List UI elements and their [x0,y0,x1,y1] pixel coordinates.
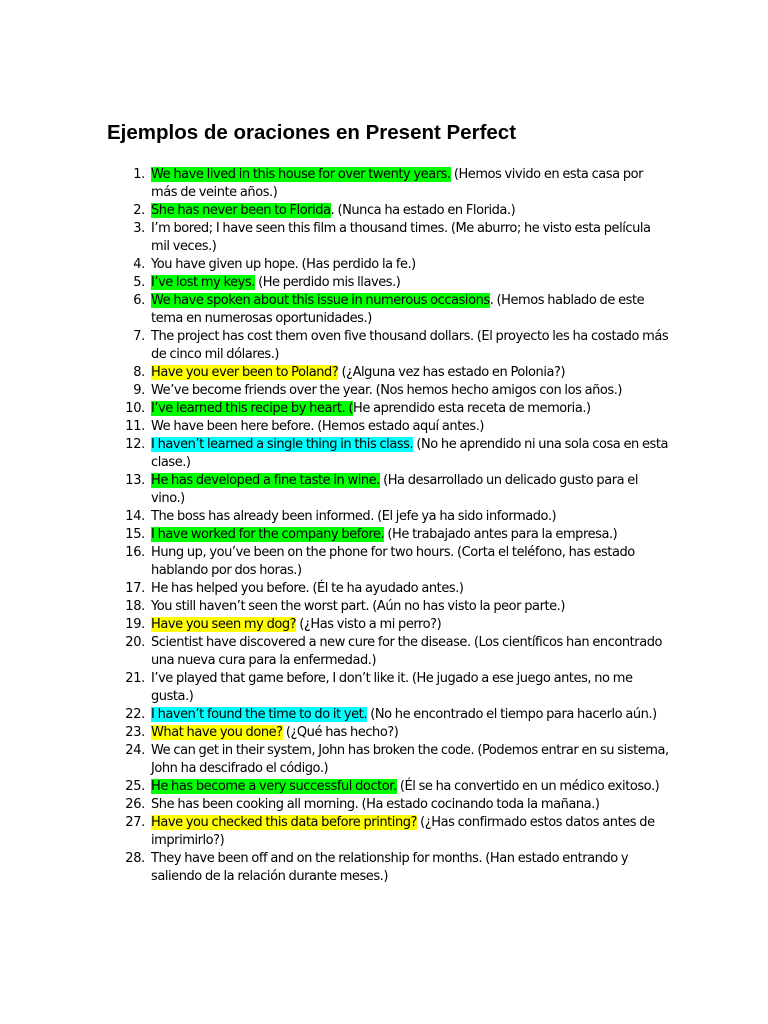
item-number: 15. [125,527,145,542]
item-number: 9. [133,383,145,398]
highlighted-sentence: What have you done? [151,725,283,740]
translation-text: (¿Has confirmado estos datos antes de imprimirlo?) [151,815,655,848]
list-item [0,616,671,634]
list-item [0,814,671,850]
translation-text: (No he encontrado el tiempo para hacerlo aún.) [367,707,657,722]
item-number: 19. [125,617,145,632]
translation-text: (Hemos vivido en esta casa por más de veinte años.) [151,167,644,200]
item-number: 18. [125,599,145,614]
page-title: Ejemplos de oraciones en Present Perfect [107,121,517,144]
translation-text: (Ha desarrollado un delicado gusto para el vino.) [151,473,639,506]
list-item [0,166,671,202]
sentence-list [0,166,768,886]
list-item [0,472,671,508]
item-number: 20. [125,635,145,650]
list-item [0,706,671,724]
translation-text: (¿Has visto a mi perro?) [296,617,442,632]
list-item [0,778,671,796]
list-item [0,202,671,220]
list-item [0,220,671,256]
list-item [0,598,671,616]
highlighted-sentence: I’ve learned this recipe by heart. ( [151,401,354,416]
item-number: 11. [125,419,145,434]
sentence-text: We can get in their system, John has broken the code. (Podemos entrar en su sistema, John ha descifrado el código.) [151,743,669,776]
item-number: 3. [133,221,145,236]
list-item [0,742,671,778]
highlighted-sentence: He has become a very successful doctor. [151,779,397,794]
sentence-text: Hung up, you’ve been on the phone for two hours. (Corta el teléfono, has estado hablando por dos horas.) [151,545,635,578]
list-item [0,796,671,814]
translation-text: . (Hemos hablado de este tema en numerosas oportunidades.) [151,293,645,326]
list-item [0,418,671,436]
list-item [0,850,671,886]
list-item [0,436,671,472]
highlighted-sentence: I haven’t learned a single thing in this class. [151,437,414,452]
list-item [0,256,671,274]
highlighted-sentence: Have you ever been to Poland? [151,365,339,380]
item-number: 1. [133,167,145,182]
highlighted-sentence: I’ve lost my keys. [151,275,255,290]
list-item [0,508,671,526]
highlighted-sentence: We have spoken about this issue in numerous occasions [151,293,490,308]
sentence-text: I’ve played that game before, I don’t like it. (He jugado a ese juego antes, no me gusta.) [151,671,633,704]
item-number: 13. [125,473,145,488]
list-item [0,400,671,418]
sentence-text: We’ve become friends over the year. (Nos hemos hecho amigos con los años.) [151,383,623,398]
sentence-text: You still haven’t seen the worst part. (Aún no has visto la peor parte.) [151,599,565,614]
item-number: 7. [133,329,145,344]
highlighted-sentence: She has never been to Florida [151,203,331,218]
highlighted-sentence: Have you checked this data before printing? [151,815,417,830]
sentence-text: I’m bored; I have seen this film a thousand times. (Me aburro; he visto esta película mil veces.) [151,221,651,254]
translation-text: He aprendido esta receta de memoria.) [353,401,591,416]
translation-text: (Él se ha convertido en un médico exitoso.) [396,779,660,794]
sentence-text: They have been off and on the relationship for months. (Han estado entrando y saliendo de la relación durante meses.) [151,851,629,884]
item-number: 12. [125,437,145,452]
translation-text: . (Nunca ha estado en Florida.) [330,203,516,218]
list-item [0,292,671,328]
sentence-text: The boss has already been informed. (El jefe ya ha sido informado.) [151,509,557,524]
item-number: 23. [125,725,145,740]
sentence-text: She has been cooking all morning. (Ha estado cocinando toda la mañana.) [151,797,600,812]
item-number: 14. [125,509,145,524]
sentence-text: Scientist have discovered a new cure for the disease. (Los científicos han encontrado una nueva cura para la enfermedad.) [151,635,663,668]
list-item [0,724,671,742]
translation-text: (¿Alguna vez has estado en Polonia?) [338,365,566,380]
sentence-text: We have been here before. (Hemos estado aquí antes.) [151,419,485,434]
item-number: 22. [125,707,145,722]
sentence-text: He has helped you before. (Él te ha ayudado antes.) [151,581,464,596]
sentence-text: You have given up hope. (Has perdido la fe.) [151,257,416,272]
highlighted-sentence: We have lived in this house for over twenty years. [151,167,451,182]
item-number: 10. [125,401,145,416]
list-item [0,544,671,580]
item-number: 2. [133,203,145,218]
item-number: 4. [133,257,145,272]
highlighted-sentence: Have you seen my dog? [151,617,297,632]
highlighted-sentence: I have worked for the company before. [151,527,385,542]
item-number: 16. [125,545,145,560]
item-number: 25. [125,779,145,794]
highlighted-sentence: He has developed a fine taste in wine. [151,473,380,488]
item-number: 27. [125,815,145,830]
list-item [0,364,671,382]
item-number: 28. [125,851,145,866]
translation-text: (He trabajado antes para la empresa.) [384,527,618,542]
list-item [0,274,671,292]
translation-text: (He perdido mis llaves.) [254,275,401,290]
list-item [0,580,671,598]
item-number: 6. [133,293,145,308]
list-item [0,526,671,544]
translation-text: (No he aprendido ni una sola cosa en esta clase.) [151,437,669,470]
item-number: 26. [125,797,145,812]
list-item [0,634,671,670]
item-number: 5. [133,275,145,290]
list-item [0,328,671,364]
list-item [0,670,671,706]
item-number: 24. [125,743,145,758]
item-number: 17. [125,581,145,596]
item-number: 8. [133,365,145,380]
list-item [0,382,671,400]
translation-text: (¿Qué has hecho?) [282,725,399,740]
item-number: 21. [125,671,145,686]
sentence-text: The project has cost them oven five thousand dollars. (El proyecto les ha costado más de cinco mil dólares.) [151,329,669,362]
highlighted-sentence: I haven’t found the time to do it yet. [151,707,368,722]
